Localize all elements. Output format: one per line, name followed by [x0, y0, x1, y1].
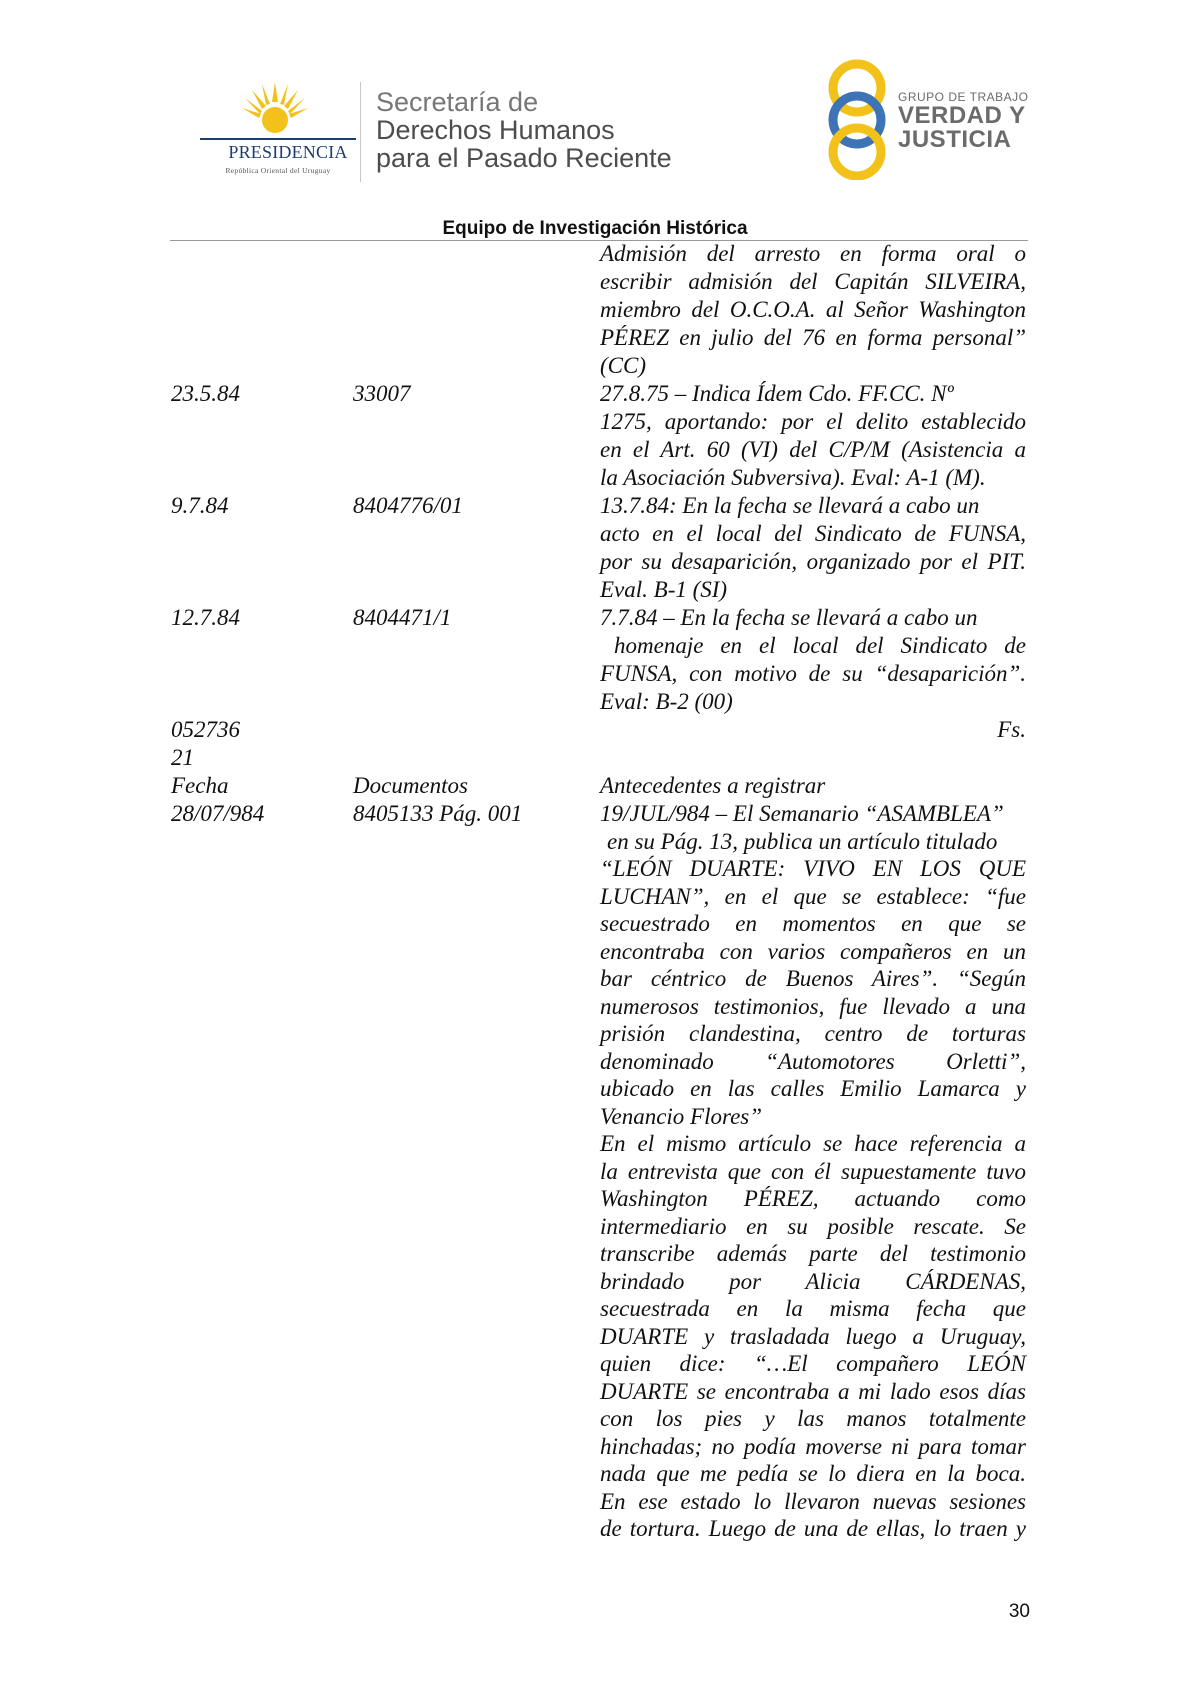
text-line: intermediario en su posible rescate. Se: [600, 1213, 1026, 1239]
row-date: 12.7.84: [171, 605, 240, 630]
text-line: LUCHAN”, en el que se establece: “fue: [600, 883, 1026, 909]
text-line: (CC): [600, 353, 646, 378]
text-line: la Asociación Subversiva). Eval: A-1 (M).: [600, 465, 986, 490]
text-line: PÉREZ en julio del 76 en forma personal”: [600, 325, 1026, 350]
text-line: nada que me pedía se lo diera en la boca.: [600, 1461, 1026, 1486]
text-line: por su desaparición, organizado por el PIT.: [600, 549, 1026, 574]
text-line: secuestrado en momentos en que se: [600, 911, 1026, 936]
text-line: miembro del O.C.O.A. al Señor Washington: [600, 297, 1026, 322]
text-line: brindado por Alicia CÁRDENAS,: [600, 1268, 1026, 1294]
secretaria-line-1: Secretaría de: [376, 87, 539, 117]
text-line: la entrevista que con él supuestamente tuvo: [600, 1158, 1026, 1184]
text-line: “LEÓN DUARTE: VIVO EN LOS QUE: [600, 856, 1026, 881]
text-line: DUARTE se encontraba a mi lado esos días: [600, 1378, 1026, 1404]
row-doc: 8404776/01: [353, 493, 463, 518]
page-title: Equipo de Investigación Histórica: [442, 218, 748, 239]
text-line: 13.7.84: En la fecha se llevará a cabo un: [600, 493, 980, 518]
row-doc: 8405133 Pág. 001: [353, 801, 523, 826]
text-line: homenaje en el local del Sindicato de: [614, 633, 1026, 658]
text-line: hinchadas; no podía moverse ni para tomar: [600, 1433, 1026, 1459]
text-line: En ese estado lo llevaron nuevas sesiones: [600, 1488, 1026, 1514]
text-line: DUARTE y trasladada luego a Uruguay,: [600, 1323, 1026, 1349]
text-line: escribir admisión del Capitán SILVEIRA,: [600, 269, 1026, 294]
text-line: quien dice: “…El compañero LEÓN: [600, 1351, 1026, 1376]
presidencia-subtitle: República Oriental del Uruguay: [225, 166, 331, 175]
row-doc: 33007: [353, 381, 411, 406]
secretaria-line-2: Derechos Humanos: [376, 115, 615, 145]
row-doc: 8404471/1: [353, 605, 452, 630]
text-line: acto en el local del Sindicato de FUNSA,: [600, 521, 1026, 546]
header-fecha: Fecha: [171, 773, 229, 798]
text-line: 19/JUL/984 – El Semanario “ASAMBLEA”: [600, 801, 1004, 826]
text-line: numerosos testimonios, fue llevado a una: [600, 993, 1026, 1019]
text-line: Washington PÉREZ, actuando como: [600, 1186, 1026, 1211]
vj-line-2: JUSTICIA: [898, 126, 1012, 153]
header-documentos: Documentos: [353, 773, 468, 798]
text-line: de tortura. Luego de una de ellas, lo traen y: [600, 1516, 1026, 1541]
text-line: 1275, aportando: por el delito establecido: [600, 409, 1026, 434]
row-date: 9.7.84: [171, 493, 229, 518]
text-line: 7.7.84 – En la fecha se llevará a cabo un: [600, 605, 978, 630]
row-date: 23.5.84: [171, 381, 240, 406]
header-antecedentes: Antecedentes a registrar: [600, 773, 826, 798]
vj-line-1: VERDAD Y: [898, 102, 1026, 129]
text-line: denominado “Automotores Orletti”,: [600, 1048, 1026, 1074]
text-line: prisión clandestina, centro de torturas: [600, 1021, 1026, 1046]
text-line: bar céntrico de Buenos Aires”. “Según: [600, 966, 1026, 991]
text-line: Admisión del arresto en forma oral o: [600, 241, 1026, 266]
text-line: Eval: B-2 (00): [600, 689, 733, 714]
text-line: en su Pág. 13, publica un artículo titulado: [607, 828, 998, 854]
text-line: en el Art. 60 (VI) del C/P/M (Asistencia a: [600, 437, 1026, 462]
text-line: Venancio Flores”: [600, 1103, 763, 1129]
text-line: Eval. B-1 (SI): [600, 577, 728, 602]
page-number: 30: [1008, 1601, 1030, 1622]
presidencia-word: PRESIDENCIA: [228, 142, 348, 162]
text-line: encontraba con varios compañeros en un: [600, 938, 1026, 964]
text-line: con los pies y las manos totalmente: [600, 1406, 1026, 1431]
text-line: FUNSA, con motivo de su “desaparición”.: [600, 661, 1026, 686]
text-line: ubicado en las calles Emilio Lamarca y: [600, 1076, 1026, 1101]
folio-fs: Fs.: [997, 717, 1026, 742]
text-line: secuestrada en la misma fecha que: [600, 1296, 1026, 1321]
folio-number: 052736: [171, 717, 240, 742]
text-line: transcribe además parte del testimonio: [600, 1241, 1026, 1266]
secretaria-line-3: para el Pasado Reciente: [376, 143, 672, 173]
text-line: 27.8.75 – Indica Ídem Cdo. FF.CC. Nº: [600, 381, 954, 406]
row-date: 28/07/984: [171, 801, 265, 826]
vj-subtitle: GRUPO DE TRABAJO: [898, 90, 1029, 104]
text-line: En el mismo artículo se hace referencia a: [600, 1131, 1026, 1156]
folio-sheet: 21: [171, 745, 194, 770]
